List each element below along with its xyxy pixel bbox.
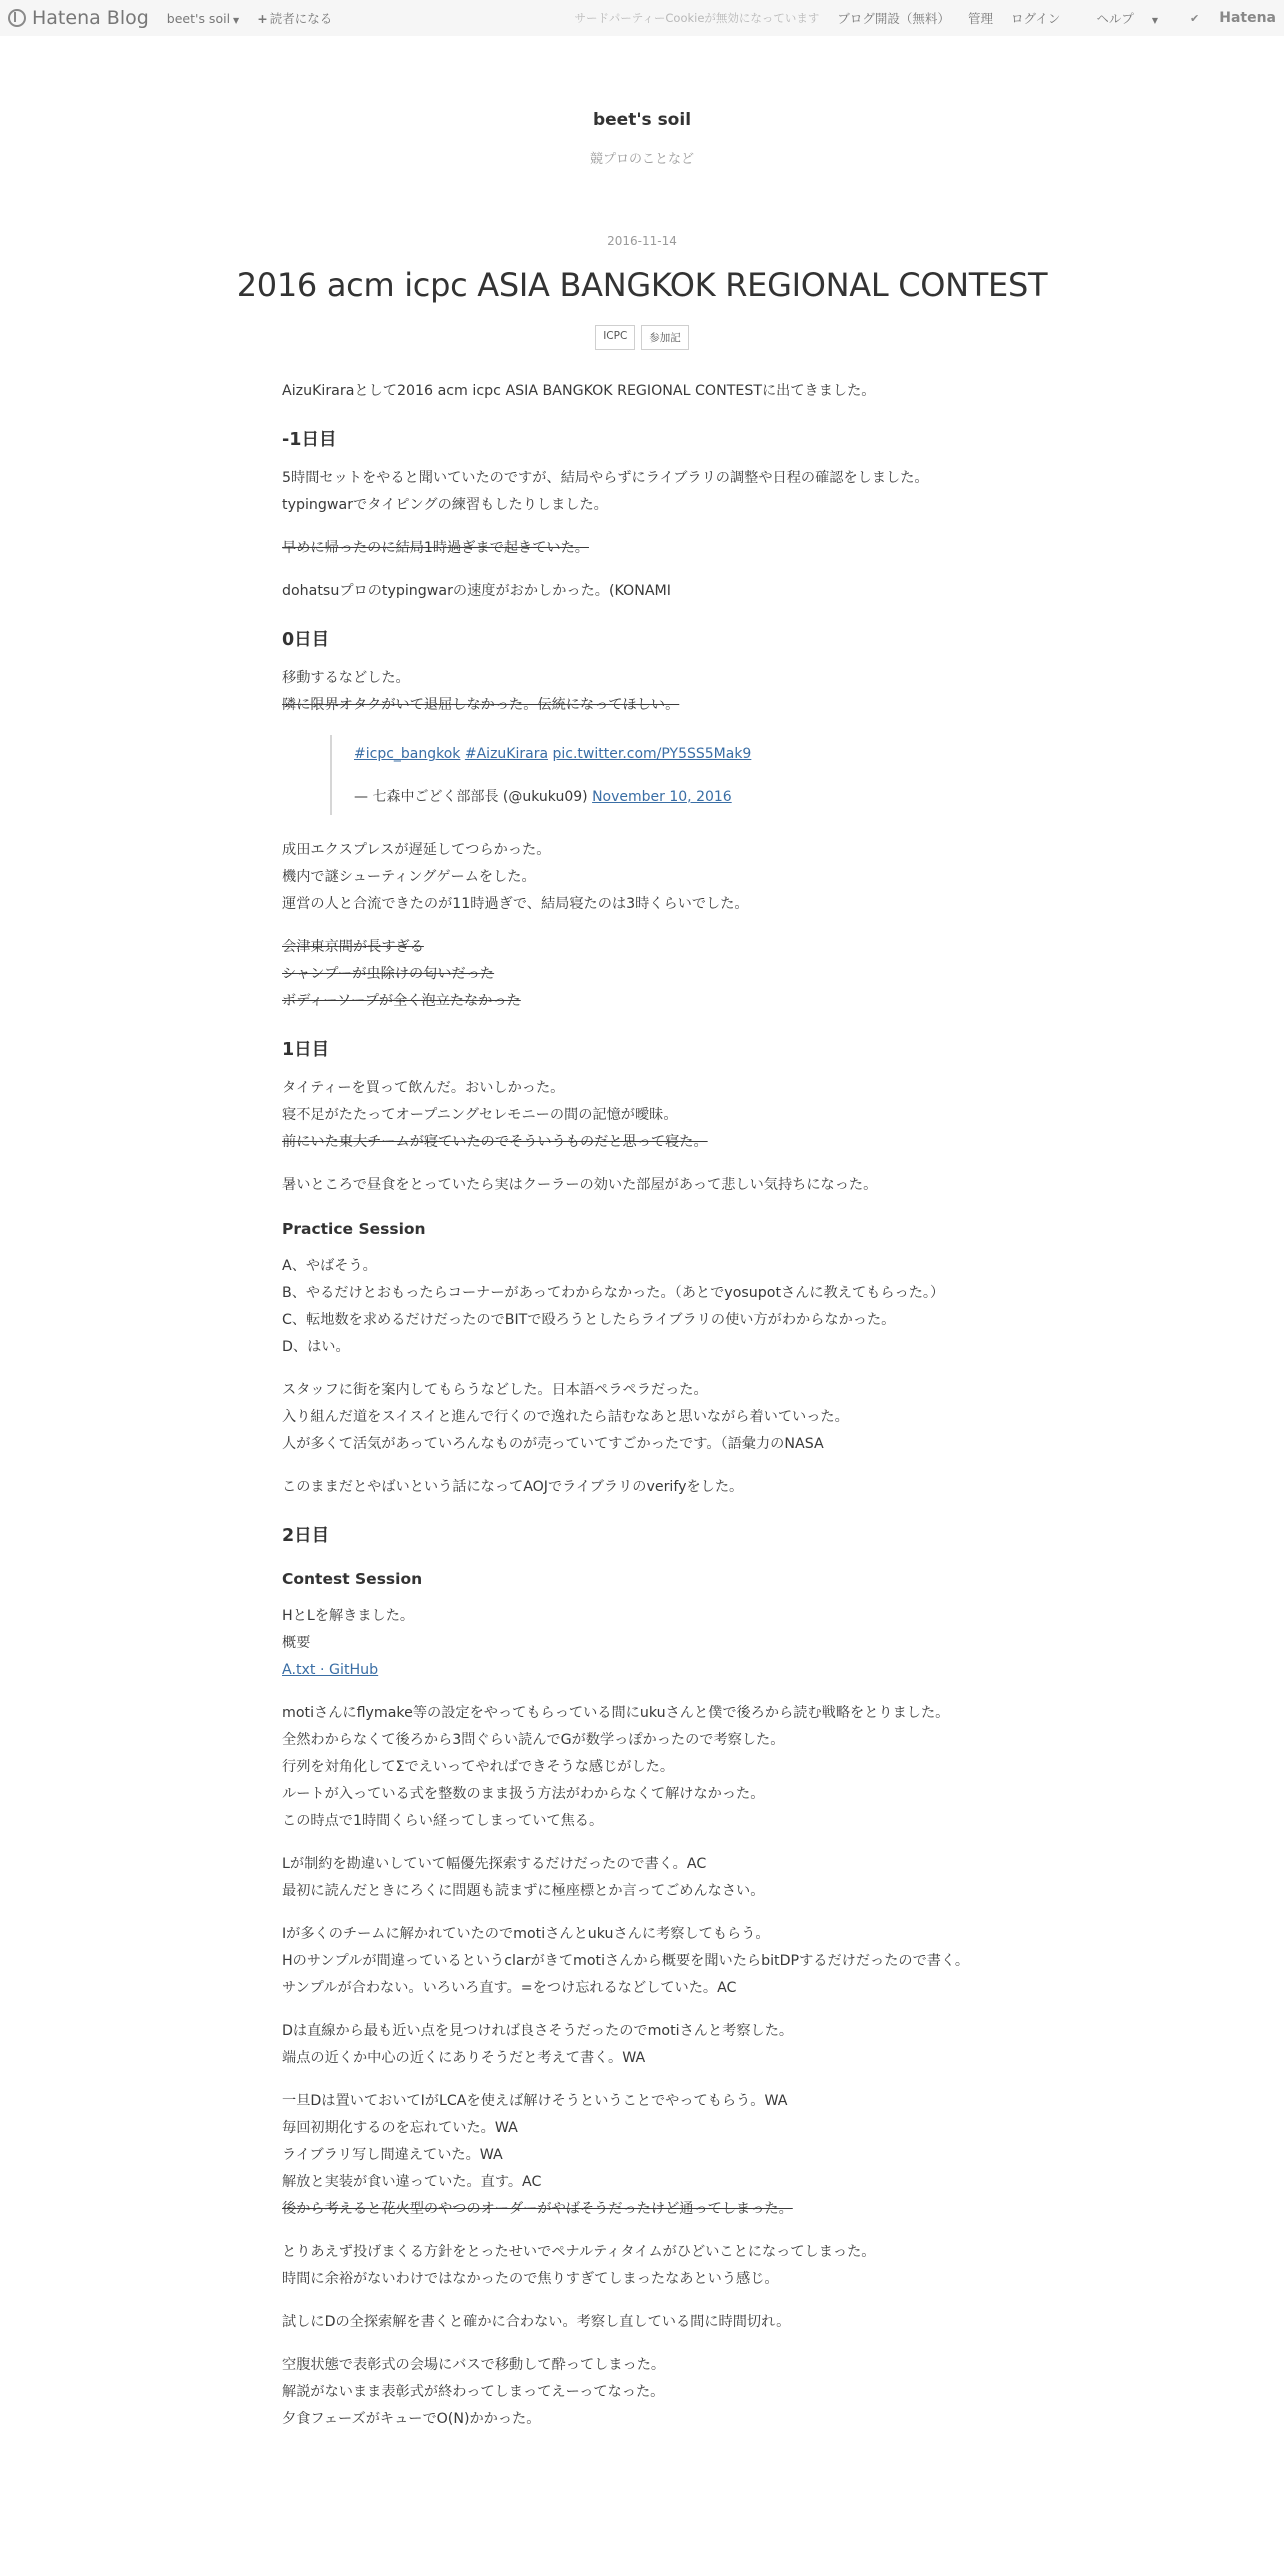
text-line: サンプルが合わない。いろいろ直す。=をつけ忘れるなどしていた。AC [282,1980,737,1996]
text-line: D、はい。 [282,1339,350,1355]
text-line: Dは直線から最も近い点を見つければ良さそうだったのでmotiさんと考察した。 [282,2023,794,2039]
text-line: スタッフに街を案内してもらうなどした。日本語ペラペラだった。 [282,1382,708,1398]
paragraph [282,1377,1002,1458]
section-heading: 0日目 [282,630,330,650]
paragraph: AizuKiraraとして2016 acm icpc ASIA BANGKOK REGIONAL CONTESTに出てきました。 [282,383,876,399]
text-line: motiさんにflymake等の設定をやってもらっている間にukuさんと僕で後ろから読む戦略をとりました。 [282,1705,950,1721]
paragraph [282,2239,1002,2293]
category-tag[interactable]: ICPC [595,325,635,350]
help-menu[interactable] [1078,9,1158,27]
text-line: タイティーを買って飲んだ。おいしかった。 [282,1080,565,1096]
paragraph [282,2018,1002,2072]
plus-icon: + [257,11,268,26]
paragraph [282,837,1002,918]
text-line: Hのサンプルが間違っているというclarがきてmotiさんから概要を聞いたらbitDPするだけだったので書く。 [282,1953,970,1969]
hashtag-link[interactable]: #icpc_bangkok [354,746,461,762]
entry-content [282,378,1002,2449]
text-line: 行列を対角化してΣでえいってやればできそうな感じがした。 [282,1759,675,1775]
text-line: 入り組んだ道をスイスイと進んで行くので逸れたら詰むなあと思いながら着いていった。 [282,1409,849,1425]
entry-categories [0,325,1284,350]
strikethrough-text: 早めに帰ったのに結局1時過ぎまで起きていた。 [282,540,589,556]
hatena-logo-text: Hatena [1219,10,1276,26]
text-line: 機内で謎シューティングゲームをした。 [282,869,536,885]
strikethrough-text: シャンプーが虫除けの匂いだった [282,966,495,982]
text-line: typingwarでタイピングの練習もしたりしました。 [282,497,608,513]
text-line: この時点で1時間くらい経ってしまっていて焦る。 [282,1813,604,1829]
paragraph: dohatsuプロのtypingwarの速度がおかしかった。(KONAMI [282,583,671,599]
hatena-mark-icon: ✔ [1190,12,1200,25]
text-line: 空腹状態で表彰式の会場にバスで移動して酔ってしまった。 [282,2357,666,2373]
entry-date[interactable]: 2016-11-14 [607,234,677,248]
strikethrough-text: 前にいた東大チームが寝ていたのでそういうものだと思って寝た。 [282,1134,708,1150]
text-line: Iが多くのチームに解かれていたのでmotiさんとukuさんに考察してもらう。 [282,1926,770,1942]
text-line: 全然わからなくて後ろから3問ぐらい読んでGが数学っぽかったので考察した。 [282,1732,785,1748]
paragraph [282,1603,1002,1684]
text-line: 最初に読んだときにろくに問題も読まずに極座標とか言ってごめんなさい。 [282,1883,765,1899]
text-line: とりあえず投げまくる方針をとったせいでペナルティタイムがひどいことになってしまった。 [282,2244,876,2260]
text-line: 解放と実装が食い違っていた。直す。AC [282,2174,542,2190]
text-line: 寝不足がたたってオープニングセレモニーの間の記憶が曖昧。 [282,1107,678,1123]
text-line: 夕食フェーズがキューでO(N)かかった。 [282,2411,541,2427]
github-link[interactable]: A.txt · GitHub [282,1662,379,1678]
blog-menu[interactable] [167,11,239,26]
text-line: 人が多くて活気があっていろんなものが売っていてすごかったです。（語彙力のNASA [282,1436,824,1452]
paragraph [282,2352,1002,2433]
admin-link[interactable]: 管理 [967,11,993,26]
hashtag-link[interactable]: #AizuKirara [464,746,549,762]
header-left [8,0,332,36]
text-line: C、転地数を求めるだけだったのでBITで殴ろうとしたらライブラリの使い方がわからなかった。 [282,1312,896,1328]
paragraph [282,465,1002,519]
paragraph [282,1921,1002,2002]
blog-menu-label: beet's soil [166,10,231,26]
text-line: 概要 [282,1635,311,1651]
paragraph [282,934,1002,1015]
embedded-tweet [330,735,1002,815]
text-line: B、やるだけとおもったらコーナーがあってわからなかった。（あとでyosupotさんに教えてもらった。） [282,1285,945,1301]
subsection-heading: Contest Session [282,1570,423,1588]
paragraph [282,535,1002,562]
paragraph [282,1075,1002,1156]
strikethrough-text: 会津東京間が長すぎる [282,939,424,955]
text-line: 解説がないまま表彰式が終わってしまってえーってなった。 [282,2384,665,2400]
text-line: 運営の人と合流できたのが11時過ぎで、結局寝たのは3時くらいでした。 [282,896,749,912]
logo-text: Hatena Blog [32,7,149,29]
tweet-signature [354,784,1002,811]
strikethrough-text: ボディーソープが全く泡立たなかった [282,993,521,1009]
paragraph [282,1851,1002,1905]
global-header [0,0,1284,36]
tweet-image-link[interactable]: pic.twitter.com/PY5SS5Mak9 [552,746,752,762]
paragraph: 暑いところで昼食をとっていたら実はクーラーの効いた部屋があって悲しい気持ちになった。 [282,1177,878,1193]
help-label: ヘルプ [1096,11,1134,26]
text-line: 成田エクスプレスが遅延してつらかった。 [282,842,551,858]
text-line: 時間に余裕がないわけではなかったので焦りすぎてしまったなあという感じ。 [282,2271,779,2287]
paragraph [282,665,1002,719]
paragraph: 試しにDの全探索解を書くと確かに合わない。考察し直している間に時間切れ。 [282,2314,791,2330]
section-heading: -1日目 [282,430,337,450]
open-blog-link[interactable]: ブログ開設（無料） [837,11,950,26]
text-line: 5時間セットをやると聞いていたのですが、結局やらずにライブラリの調整や日程の確認をしました。 [282,470,929,486]
paragraph: このままだとやばいという話になってAOJでライブラリのverifyをした。 [282,1479,744,1495]
entry-title[interactable]: 2016 acm icpc ASIA BANGKOK REGIONAL CONTEST [236,266,1048,304]
category-tag[interactable]: 参加記 [641,325,689,350]
tweet-author: — 七森中ごどく部部長 (@ukuku09) [354,789,588,805]
text-line: 端点の近くか中心の近くにありそうだと考えて書く。WA [282,2050,646,2066]
paragraph [282,1700,1002,1835]
login-link[interactable]: ログイン [1010,11,1061,26]
chevron-down-icon: ▼ [1151,16,1159,25]
paragraph [282,1253,1002,1361]
text-line: HとLを解きました。 [282,1608,415,1624]
text-line: A、やばそう。 [282,1258,377,1274]
paragraph [282,2088,1002,2223]
header-right [557,0,1276,36]
hatena-blog-logo-icon [8,9,26,27]
subsection-heading: Practice Session [282,1220,426,1238]
chevron-down-icon: ▼ [233,15,240,25]
hatena-blog-logo[interactable] [8,7,149,29]
subscribe-button[interactable] [257,9,332,27]
text-line: ルートが入っている式を整数のまま扱う方法がわからなくて解けなかった。 [282,1786,765,1802]
text-line: 一旦Dは置いておいてIがLCAを使えば解けそうということでやってもらう。WA [282,2093,788,2109]
strikethrough-text: 隣に限界オタクがいて退屈しなかった。伝統になってほしい。 [282,697,680,713]
subscribe-label: 読者になる [269,11,333,26]
blog-description: 競プロのことなど [589,152,694,167]
section-heading: 2日目 [282,1526,330,1546]
blog-title[interactable]: beet's soil [592,110,692,130]
text-line: 毎回初期化するのを忘れていた。WA [282,2120,518,2136]
hatena-logo[interactable] [1172,10,1276,26]
tweet-date-link[interactable]: November 10, 2016 [592,789,732,805]
text-line: ライブラリ写し間違えていた。WA [282,2147,503,2163]
strikethrough-text: 後から考えると花火型のやつのオーダーがやばそうだったけど通ってしまった。 [282,2201,793,2217]
section-heading: 1日目 [282,1040,330,1060]
tweet-body [354,741,1002,768]
cookie-notice[interactable]: サードパーティーCookieが無効になっています [574,11,820,25]
text-line: Lが制約を勘違いしていて幅優先探索するだけだったので書く。AC [282,1856,707,1872]
text-line: 移動するなどした。 [282,670,410,686]
